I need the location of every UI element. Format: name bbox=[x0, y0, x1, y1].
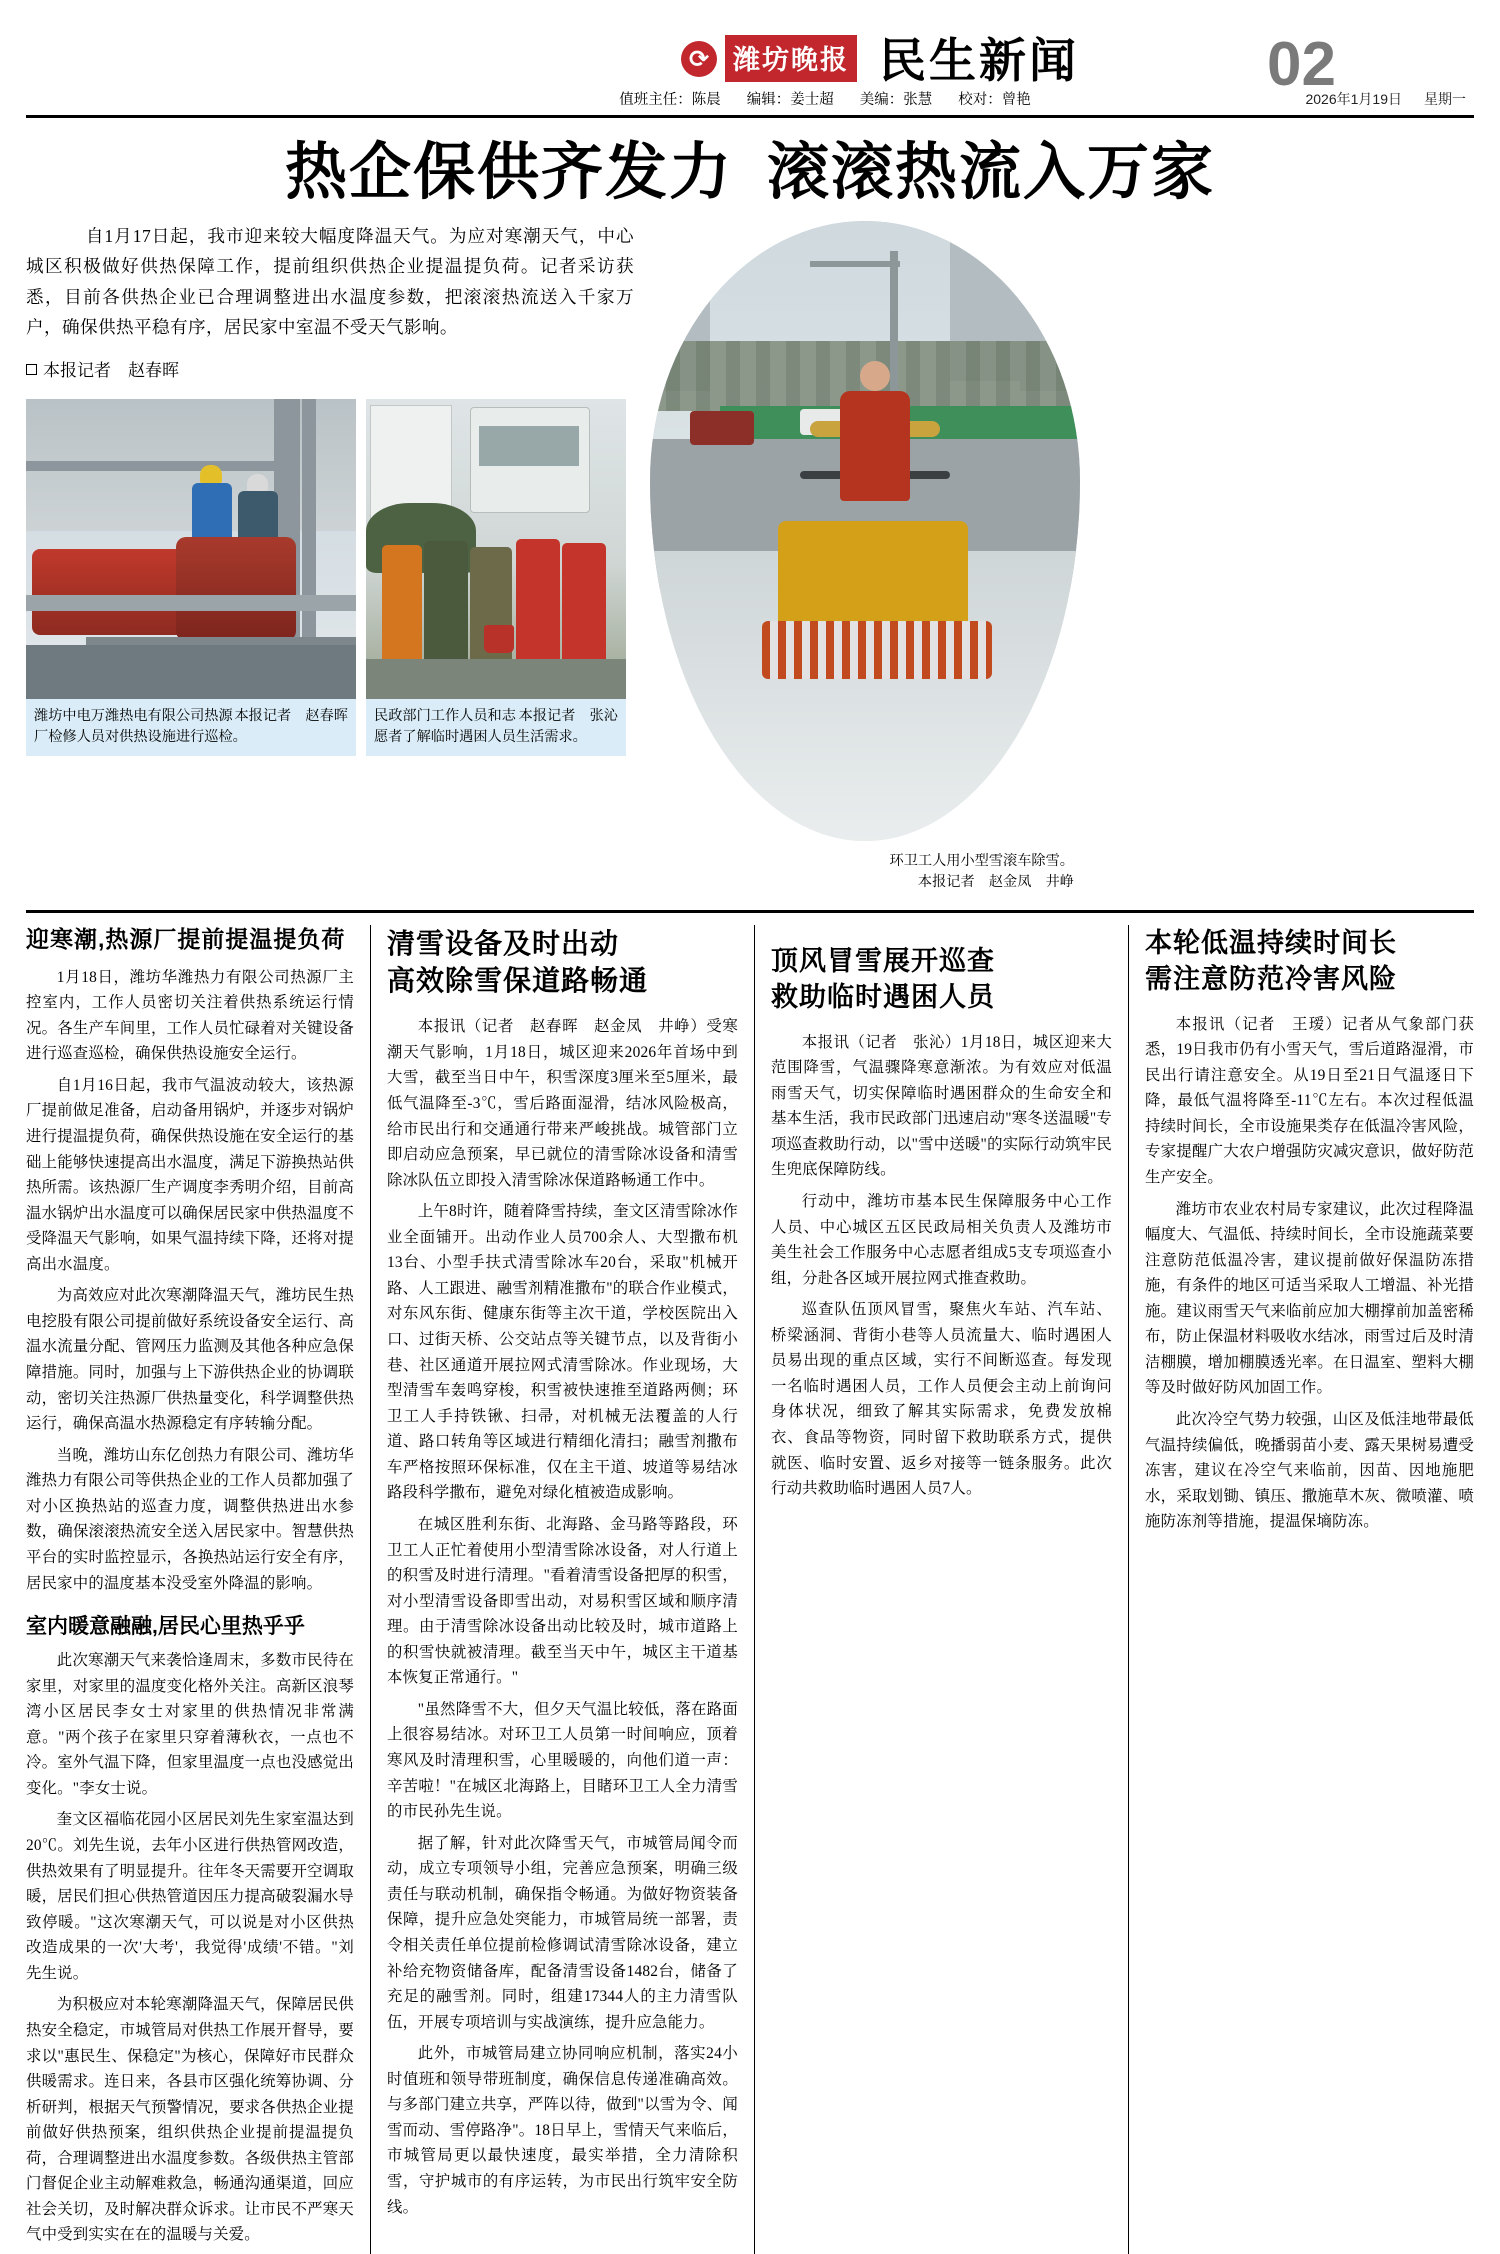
col1-mini-heading: 室内暖意融融,居民心里热乎乎 bbox=[26, 1615, 305, 1639]
lede-paragraph: 自1月17日起，我市迎来较大幅度降温天气。为应对寒潮天气，中心城区积极做好供热保障工作，提前组织供热企业提温提负荷。记者采访获悉，目前各供热企业已合理调整进出水温度参数，把滚滚热流送入千家万户，确保供热平稳有序，居民家中室温不受天气影响。 bbox=[26, 226, 634, 337]
headline-right: 滚滚热流入万家 bbox=[767, 138, 1216, 207]
page-headline bbox=[26, 140, 1474, 205]
photo-row bbox=[26, 399, 634, 756]
masthead-credits-row bbox=[26, 88, 1474, 109]
photo-caption-1 bbox=[26, 699, 356, 756]
credit-designer: 美编：张慧 bbox=[859, 92, 933, 108]
credits bbox=[619, 88, 1031, 109]
photo-credit-3: 本报记者 赵金凤 井峥 bbox=[917, 874, 1074, 891]
col1b-paragraph-2: 奎文区福临花园小区居民刘先生家室温达到20℃。刘先生说，去年小区进行供热管网改造，供热效果有了明显提升。往年冬天需要开空调取暖，居民们担心供热管道因压力提高破裂漏水导致停暖。"这次寒潮天气，可以说是对小区供热改造成果的一次'大考'，我觉得'成绩'不错。"刘先生说。 bbox=[26, 1811, 354, 1982]
photo-caption-text-3: 环卫工人用小型雪滚车除雪。 bbox=[889, 853, 1074, 870]
lede-column bbox=[26, 221, 634, 756]
lede-byline bbox=[26, 356, 634, 381]
col3-heading-line2: 救助临时遇困人员 bbox=[771, 982, 995, 1013]
col1-paragraph-4: 当晚，潍坊山东亿创热力有限公司、潍坊华潍热力有限公司等供热企业的工作人员都加强了对小区换热站的巡查力度，调整供热进出水参数，确保滚滚热流安全送入居民家中。智慧供热平台的实时监控显示，各换热站运行安全有序，居民家中的温度基本没受室外降温的影响。 bbox=[26, 1446, 354, 1592]
col2-heading bbox=[387, 925, 738, 1001]
photo-caption-2 bbox=[366, 699, 626, 756]
col2-paragraph-3: 在城区胜利东街、北海路、金马路等路段，环卫工人正忙着使用小型清雪除冰设备，对人行道上的积雪及时进行清理。"看着清雪设备把厚的积雪，对小型清雪设备即雪出动，对易积雪区域和顺序清理。由于清雪除冰设备出动比较及时，城市道路上的积雪快就被清理。截至当天中午，城区主干道基本恢复正常通行。" bbox=[387, 1515, 738, 1687]
col1b-paragraph-1: 此次寒潮天气来袭恰逢周末，多数市民待在家里，对家里的温度变化格外关注。高新区浪琴湾小区居民李女士对家里的供热情况非常满意。"两个孩子在家里只穿着薄秋衣，一点也不冷。室外气温下降，但家里温度一点也没感觉出变化。"李女士说。 bbox=[26, 1652, 354, 1797]
col3-paragraph-1: 本报讯（记者 张沁）1月18日，城区迎来大范围降雪，气温骤降寒意渐浓。为有效应对低温雨雪天气，切实保障临时遇困群众的生命安全和基本生活，我市民政部门迅速启动"寒冬送温暖"专项巡查救助行动，以"雪中送暖"的实际行动筑牢民生兜底保障防线。 bbox=[771, 1033, 1112, 1179]
column-3 bbox=[754, 925, 1128, 2254]
top-area bbox=[26, 221, 1474, 894]
masthead bbox=[26, 14, 1474, 118]
section-divider bbox=[26, 910, 1474, 913]
col2-paragraph-1: 本报讯（记者 赵春晖 赵金凤 井峥）受寒潮天气影响，1月18日，城区迎来2026年首场中到大雪，截至当日中午，积雪深度3厘米至5厘米，最低气温降至-3℃，雪后路面湿滑，结冰风险极高，给市民出行和交通通行带来严峻挑战。城管部门立即启动应急预案，早已就位的清雪除冰设备和清雪除冰队伍立即投入清雪除冰保道路畅通工作中。 bbox=[387, 1018, 738, 1189]
headline-left: 热企保供齐发力 bbox=[284, 138, 733, 207]
col1-heading: 迎寒潮,热源厂提前提温提负荷 bbox=[26, 925, 346, 952]
col1b-paragraph-3: 为积极应对本轮寒潮降温天气，保障居民供热安全稳定，市城管局对供热工作展开督导，要求以"惠民生、保稳定"为核心，保障好市民群众供暖需求。连日来，各县市区强化统筹协调、分析研判，根据天气预警情况，要求各供热企业提前做好供热预案，组织供热企业提前提温提负荷，合理调整进出水温度参数。各级供热主管部门督促企业主动解难救急，畅通沟通渠道，回应社会关切，及时解决群众诉求。让市民不严寒天气中受到实实在在的温暖与关爱。 bbox=[26, 1996, 354, 2244]
col2-paragraph-4: "虽然降雪不大，但夕天气温比较低，落在路面上很容易结冰。对环卫工人员第一时间响应，顶着寒风及时清理积雪，心里暖暖的，向他们道一声：辛苦啦！"在城区北海路上，目睹环卫工人全力清雪的市民孙先生说。 bbox=[387, 1700, 738, 1821]
round-photo-caption bbox=[650, 851, 1080, 894]
col4-paragraph-1: 本报讯（记者 王瑷）记者从气象部门获悉，19日我市仍有小雪天气，雪后道路湿滑，市民出行请注意安全。从19日至21日气温逐日下降，最低气温将降至-11℃左右。本次过程低温持续时间长，全市设施果类存在低温冷害风险，专家提醒广大农户增强防灾减灾意识，做好防范生产安全。 bbox=[1145, 1015, 1474, 1186]
photo-caption-text-2: 民政部门工作人员和志愿者了解临时遇困人员生活需求。 bbox=[374, 708, 587, 746]
photo-heat-source-inspection bbox=[26, 399, 356, 699]
column-2 bbox=[370, 925, 754, 2254]
credit-duty-editor: 值班主任：陈晨 bbox=[619, 92, 721, 108]
col1-paragraph-3: 为高效应对此次寒潮降温天气，潍坊民生热电挖股有限公司提前做好系统设备安全运行、高温水流量分配、管网压力监测及其他各种应急保障措施。同时，加强与上下游供热企业的协调联动，密切关注热源厂供热量变化，科学调整供热运行，确保高温水热源稳定有序转输分配。 bbox=[26, 1287, 354, 1433]
photo-caption-text-1: 潍坊中电万潍热电有限公司热源厂检修人员对供热设施进行巡检。 bbox=[34, 708, 247, 746]
col3-paragraph-3: 巡查队伍顶风冒雪，聚焦火车站、汽车站、桥梁涵洞、背街小巷等人员流量大、临时遇困人员易出现的重点区域，实行不间断巡查。每发现一名临时遇困人员，工作人员便会主动上前询问身体状况，细致了解其实际需求，免费发放棉衣、食品等物资，同时留下救助联系方式，提供就医、临时安置、返乡对接等一链条服务。此次行动共救助临时遇困人员7人。 bbox=[771, 1301, 1112, 1498]
col3-heading bbox=[771, 943, 1112, 1016]
section-title: 民生新闻 bbox=[879, 34, 1079, 87]
date-text: 2026年1月19日 bbox=[1305, 91, 1402, 107]
photo-card-1 bbox=[26, 399, 356, 756]
col3-heading-line1: 顶风冒雪展开巡查 bbox=[771, 945, 995, 976]
col2-paragraph-6: 此外，市城管局建立协同响应机制，落实24小时值班和领导带班制度，确保信息传递准确高效。与多部门建立共享，严阵以待，做到"以雪为令、闻雪而动、雪停路净"。18日早上，雪情天气来临后，市城管局更以最快速度，最实举措，全力清除积雪，守护城市的有序运转，为市民出行筑牢安全防线。 bbox=[387, 2045, 738, 2216]
photo-snow-roller-cleaning bbox=[650, 221, 1080, 841]
square-bullet-icon bbox=[26, 364, 37, 375]
article-columns bbox=[26, 925, 1474, 2254]
col2-paragraph-5: 据了解，针对此次降雪天气，市城管局闻令而动，成立专项领导小组，完善应急预案，明确三级责任与联动机制，确保指令畅通。为做好物资装备保障，提升应急处突能力，市城管局统一部署，责令相关责任单位提前检修调试清雪除冰设备，建立补给充物资储备库，配备清雪设备1482台，储备了充足的融雪剂。同时，组建17344人的主力清雪队伍，开展专项培训与实战演练，提升应急能力。 bbox=[387, 1834, 738, 2031]
col4-paragraph-2: 潍坊市农业农村局专家建议，此次过程降温幅度大、气温低、持续时间长，全市设施蔬菜要注意防范低温冷害，建议提前做好保温防冻措施，有条件的地区可适当采取人工增温、补光措施。建议雨雪天气来临前应加大棚撑前加盖密稀布，防止保温材料吸收水结冰，雨雪过后及时清洁棚膜，增加棚膜透光率。在日温室、塑料大棚等及时做好防风加固工作。 bbox=[1145, 1200, 1474, 1397]
weekday-text: 星期一 bbox=[1424, 91, 1466, 107]
publication-logo bbox=[681, 34, 1079, 87]
column-4 bbox=[1128, 925, 1474, 2254]
col4-heading bbox=[1145, 925, 1474, 998]
col1-paragraph-2: 自1月16日起，我市气温波动较大，该热源厂提前做足准备，启动备用锅炉，并逐步对锅炉进行提温提负荷，确保供热设施在安全运行的基础上能够快速提高出水温度，满足下游换热站供热所需。该热源厂生产调度李秀明介绍，目前高温水锅炉出水温度可以确保居民家中供热温度不受降温天气影响，如果气温持续下降，还将对提高出水温度。 bbox=[26, 1076, 354, 1273]
col2-heading-line2: 高效除雪保道路畅通 bbox=[387, 965, 649, 997]
credit-editor: 编辑：姜士超 bbox=[746, 92, 834, 108]
col4-heading-line1: 本轮低温持续时间长 bbox=[1145, 927, 1397, 958]
publication-name: 潍坊晚报 bbox=[725, 35, 857, 82]
column-1 bbox=[26, 925, 370, 2254]
logo-circle-icon: ⟳ bbox=[681, 41, 717, 77]
col3-paragraph-2: 行动中，潍坊市基本民生保障服务中心工作人员、中心城区五区民政局相关负责人及潍坊市美生社会工作服务中心志愿者组成5支专项巡查小组，分赴各区域开展拉网式推查救助。 bbox=[771, 1192, 1112, 1287]
col1-paragraph-1: 1月18日，潍坊华潍热力有限公司热源厂主控室内，工作人员密切关注着供热系统运行情况。各生产车间里，工作人员忙碌着对关键设备进行巡查巡检，确保供热设施安全运行。 bbox=[26, 968, 354, 1063]
col2-paragraph-2: 上午8时许，随着降雪持续，奎文区清雪除冰作业全面铺开。出动作业人员700余人、大型撒布机13台、小型手扶式清雪除冰车20台，采取"机械开路、人工跟进、融雪剂精准撒布"的联合作业模式，对东风东街、健康东街等主次干道，学校医院出入口、过街天桥、公交站点等关键节点，以及背街小巷、社区通道开展拉网式清雪除冰。作业现场，大型清雪车轰鸣穿梭，积雪被快速推至道路两侧；环卫工人手持铁锹、扫帚，对机械无法覆盖的人行道、路口转角等区域进行精细化清扫；融雪剂撒布车严格按照环保标准，仅在主干道、坡道等易结冰路段科学撒布，避免对绿化植被造成影响。 bbox=[387, 1203, 738, 1502]
page-number: 02 bbox=[1267, 30, 1336, 99]
photo-credit-2: 本报记者 张沁 bbox=[518, 708, 618, 725]
byline-text: 本报记者 赵春晖 bbox=[43, 361, 179, 381]
col4-heading-line2: 需注意防范冷害风险 bbox=[1145, 964, 1397, 995]
col2-heading-line1: 清雪设备及时出动 bbox=[387, 927, 620, 959]
photo-card-2 bbox=[366, 399, 626, 756]
dateline bbox=[1305, 89, 1466, 109]
col4-paragraph-3: 此次冷空气势力较强，山区及低洼地带最低气温持续偏低，晚播弱苗小麦、露天果树易遭受冻害，建议在冷空气来临前，因苗、因地施肥水，采取划锄、镇压、撒施草木灰、微喷灌、喷施防冻剂等措施，提温保墒防冻。 bbox=[1145, 1411, 1474, 1531]
photo-credit-1: 本报记者 赵春晖 bbox=[234, 708, 348, 725]
credit-proofreader: 校对：曾艳 bbox=[958, 92, 1031, 108]
photo-civil-affairs-volunteers bbox=[366, 399, 626, 699]
round-photo-block bbox=[650, 221, 1080, 894]
